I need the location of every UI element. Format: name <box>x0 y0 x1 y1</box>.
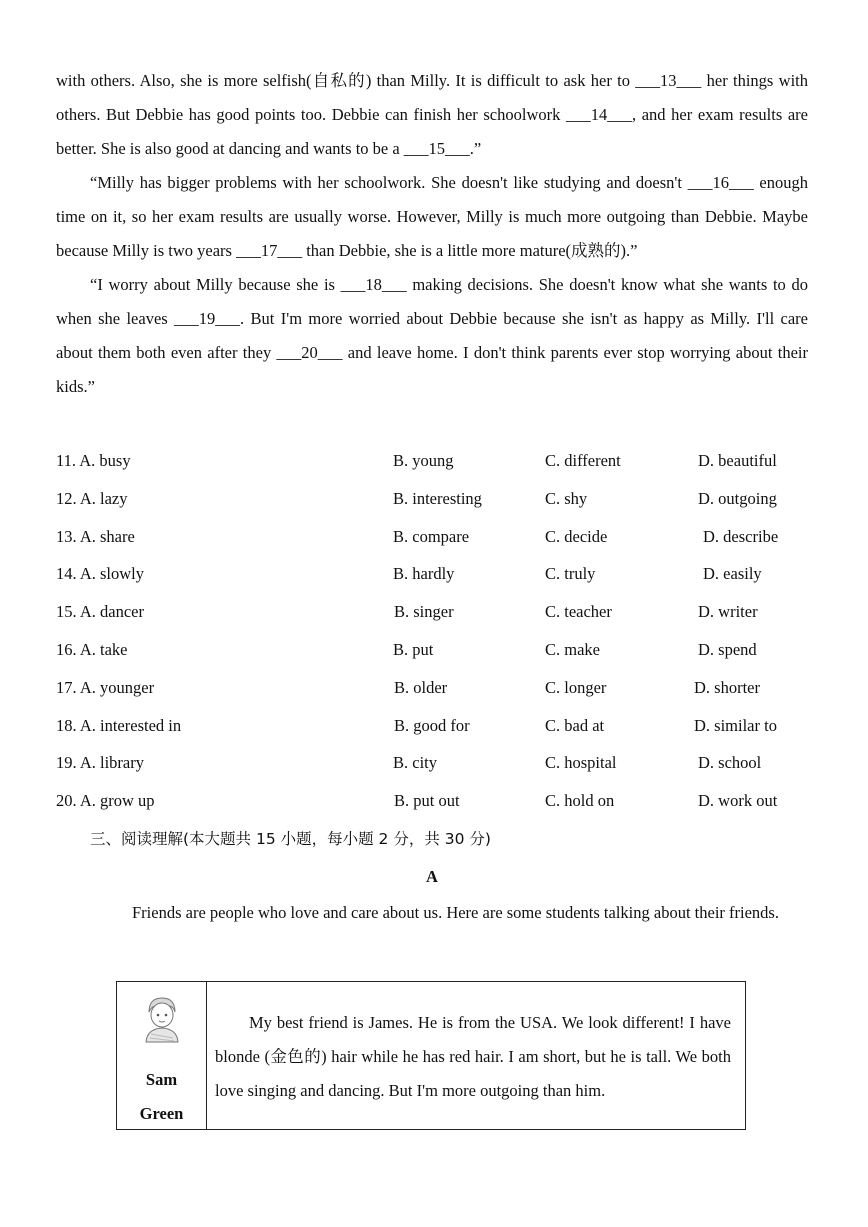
question-row-14 <box>56 555 808 593</box>
option-a: 16. A. take <box>56 639 128 659</box>
passage-paragraph-2: “Milly has bigger problems with her schoolwork. She doesn't like studying and doesn't ___16___ enough time on it, so her exam results are usually worse. However, Milly is much more outgoing than Debbie. Maybe because Milly is two years ___17___ than Debbie, she is a little more mature(成熟的).” <box>56 173 808 260</box>
option-c: C. teacher <box>545 602 612 622</box>
question-row-17 <box>56 669 808 707</box>
option-a: 17. A. younger <box>56 677 155 697</box>
option-d: D. school <box>698 753 762 773</box>
option-b: B. good for <box>394 715 470 735</box>
option-b: B. compare <box>393 526 470 546</box>
option-d: D. spend <box>698 639 757 659</box>
option-a: 20. A. grow up <box>56 791 155 811</box>
option-a: 18. A. interested in <box>56 715 182 735</box>
option-b: B. interesting <box>393 488 482 508</box>
question-row-15 <box>56 593 808 631</box>
option-d: D. outgoing <box>698 488 777 508</box>
option-b: B. put <box>393 639 434 659</box>
option-b: B. city <box>393 753 437 773</box>
option-a: 12. A. lazy <box>56 488 128 508</box>
part-label: A <box>426 866 438 886</box>
friend-last-name: Green <box>139 1104 184 1123</box>
option-c: C. make <box>545 639 600 659</box>
friend-description <box>207 982 745 1129</box>
option-b: B. young <box>393 451 454 470</box>
section-title: 三、阅读理解(本大题共 15 小题，每小题 2 分，共 30 分) <box>90 829 491 848</box>
option-a: 11. A. busy <box>56 451 131 470</box>
option-b: B. put out <box>394 791 460 811</box>
option-c: C. shy <box>545 488 588 508</box>
section-intro: Friends are people who love and care about us. Here are some students talking about their friends. <box>132 902 779 922</box>
question-row-19 <box>56 744 808 782</box>
question-row-20 <box>56 782 808 820</box>
option-c: C. truly <box>545 564 596 584</box>
question-row-18 <box>56 707 808 745</box>
question-row-13 <box>56 518 808 556</box>
question-row-16 <box>56 631 808 669</box>
option-a: 19. A. library <box>56 753 144 773</box>
document-page <box>56 64 808 930</box>
option-b: B. singer <box>394 602 454 622</box>
option-d: D. similar to <box>694 715 777 735</box>
option-d: D. beautiful <box>698 451 777 470</box>
option-d: D. shorter <box>694 677 760 697</box>
option-a: 14. A. slowly <box>56 564 145 584</box>
boy-avatar-icon <box>141 994 183 1049</box>
option-d: D. writer <box>698 602 758 622</box>
passage-paragraph-3: “I worry about Milly because she is ___18___ making decisions. She doesn't know what she wants to do when she leaves ___19___. But I'm more worried about Debbie because she isn't as happy as Milly. I'll care about them both even after they ___20___ and leave home. I don't think parents ever stop worrying about their kids.” <box>56 275 808 396</box>
friend-card <box>116 981 746 1130</box>
option-c: C. hospital <box>545 753 617 773</box>
question-options <box>56 442 808 820</box>
option-b: B. older <box>394 677 448 697</box>
question-row-12 <box>56 480 808 518</box>
option-c: C. hold on <box>545 791 615 811</box>
question-row-11 <box>56 442 808 480</box>
friend-first-name: Sam <box>145 1070 178 1089</box>
option-c: C. different <box>545 451 621 470</box>
option-d: D. describe <box>703 526 779 546</box>
friend-profile <box>117 982 207 1129</box>
option-d: D. work out <box>698 791 778 811</box>
option-d: D. easily <box>703 564 762 584</box>
option-a: 15. A. dancer <box>56 602 144 622</box>
friend-text: My best friend is James. He is from the USA. We look different! I have blonde (金色的) hair while he has red hair. I am short, but he is tall. We both love singing and dancing. But I'm more outgoing than him. <box>215 1013 731 1100</box>
option-a: 13. A. share <box>56 526 135 546</box>
option-c: C. decide <box>545 526 608 546</box>
option-b: B. hardly <box>393 564 455 584</box>
option-c: C. longer <box>545 677 607 697</box>
option-c: C. bad at <box>545 715 605 735</box>
passage-paragraph-1: with others. Also, she is more selfish(自私的) than Milly. It is difficult to ask her to ___13___ her things with others. But Debbie has good points too. Debbie can finish her schoolwork ___14___, and her exam results are better. She is also good at dancing and wants to be a ___15___.” <box>56 71 808 158</box>
